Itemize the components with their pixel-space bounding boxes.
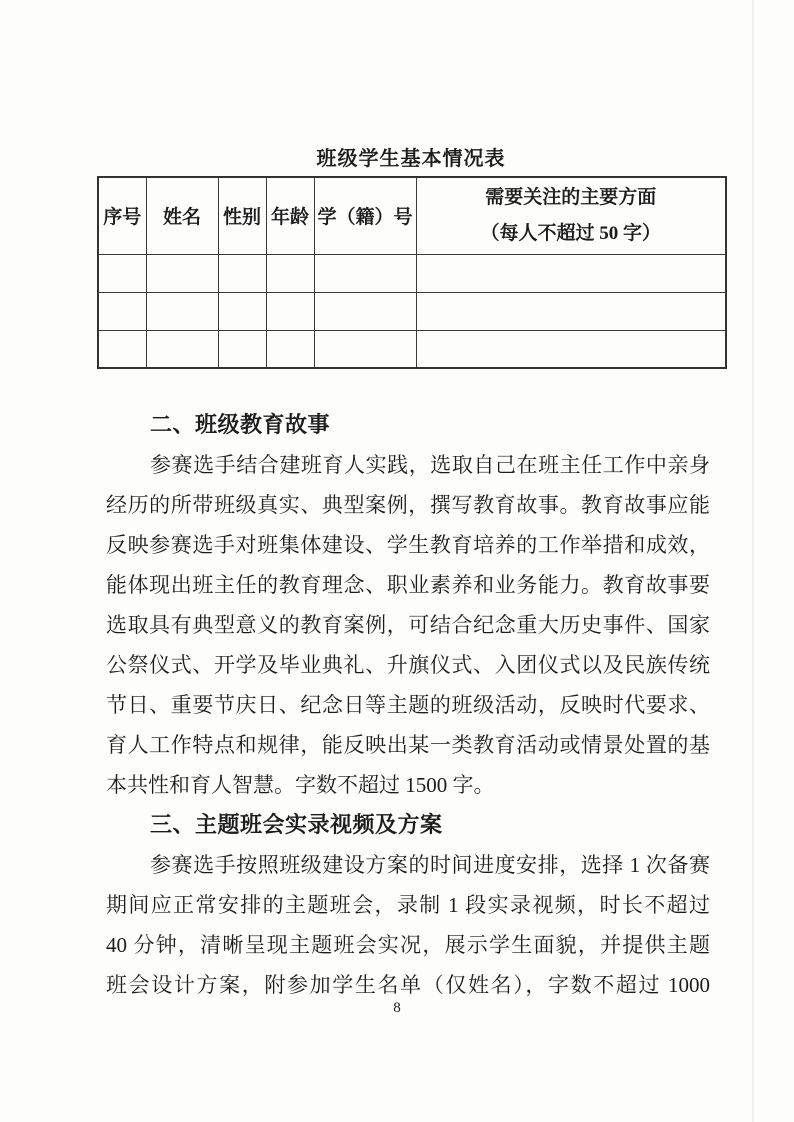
text-line: 经历的所带班级真实、典型案例，撰写教育故事。教育故事应能	[106, 493, 710, 517]
table-cell-empty	[146, 292, 218, 330]
text-line: 选取具有典型意义的教育案例，可结合纪念重大历史事件、国家	[106, 613, 710, 637]
table-empty-row	[98, 292, 726, 330]
student-info-table	[97, 176, 727, 369]
col-header-student-id: 学（籍）号	[314, 177, 416, 254]
col-header-name: 姓名	[146, 177, 218, 254]
text-line: 反映参赛选手对班集体建设、学生教育培养的工作举措和成效，	[106, 533, 710, 557]
document-body	[106, 405, 710, 1005]
page-number: 8	[393, 1000, 401, 1016]
text-line: 公祭仪式、开学及毕业典礼、升旗仪式、入团仪式以及民族传统	[106, 653, 710, 677]
table-cell-empty	[98, 292, 146, 330]
col-header-age: 年龄	[266, 177, 314, 254]
col-header-gender: 性别	[218, 177, 266, 254]
table-cell-empty	[416, 330, 726, 368]
table-cell-empty	[416, 254, 726, 292]
table-cell-empty	[218, 292, 266, 330]
text-line: 节日、重要节庆日、纪念日等主题的班级活动，反映时代要求、	[106, 693, 710, 717]
text-line: 40 分钟，清晰呈现主题班会实况，展示学生面貌，并提供主题	[106, 933, 710, 957]
table-cell-empty	[146, 330, 218, 368]
table-cell-empty	[266, 254, 314, 292]
col-header-serial: 序号	[98, 177, 146, 254]
table-cell-empty	[314, 292, 416, 330]
table-empty-row	[98, 254, 726, 292]
table-cell-empty	[98, 254, 146, 292]
table-title: 班级学生基本情况表	[316, 148, 506, 170]
table-cell-empty	[416, 292, 726, 330]
table-cell-empty	[314, 330, 416, 368]
scan-artifact-line	[752, 0, 754, 1122]
table-cell-empty	[266, 330, 314, 368]
attention-header-line1: 需要关注的主要方面	[485, 186, 657, 208]
text-line: 本共性和育人智慧。字数不超过 1500 字。	[106, 773, 495, 797]
text-line: 参赛选手结合建班育人实践，选取自己在班主任工作中亲身	[150, 453, 710, 477]
text-line: 参赛选手按照班级建设方案的时间进度安排，选择 1 次备赛	[150, 853, 710, 877]
table-header-row	[98, 177, 726, 254]
table-cell-empty	[146, 254, 218, 292]
table-cell-empty	[218, 254, 266, 292]
table-cell-empty	[266, 292, 314, 330]
table-cell-empty	[314, 254, 416, 292]
text-line: 班会设计方案，附参加学生名单（仅姓名），字数不超过 1000	[106, 973, 710, 997]
text-line: 育人工作特点和规律，能反映出某一类教育活动或情景处置的基	[106, 733, 710, 757]
attention-header-line2: （每人不超过 50 字）	[480, 222, 661, 244]
col-header-attention	[416, 177, 726, 254]
table-cell-empty	[98, 330, 146, 368]
section-3-heading: 三、主题班会实录视频及方案	[150, 812, 443, 837]
table-empty-row	[98, 330, 726, 368]
text-line: 期间应正常安排的主题班会，录制 1 段实录视频，时长不超过	[106, 893, 710, 917]
table-cell-empty	[218, 330, 266, 368]
section-2-heading: 二、班级教育故事	[150, 412, 331, 437]
text-line: 能体现出班主任的教育理念、职业素养和业务能力。教育故事要	[106, 573, 710, 597]
